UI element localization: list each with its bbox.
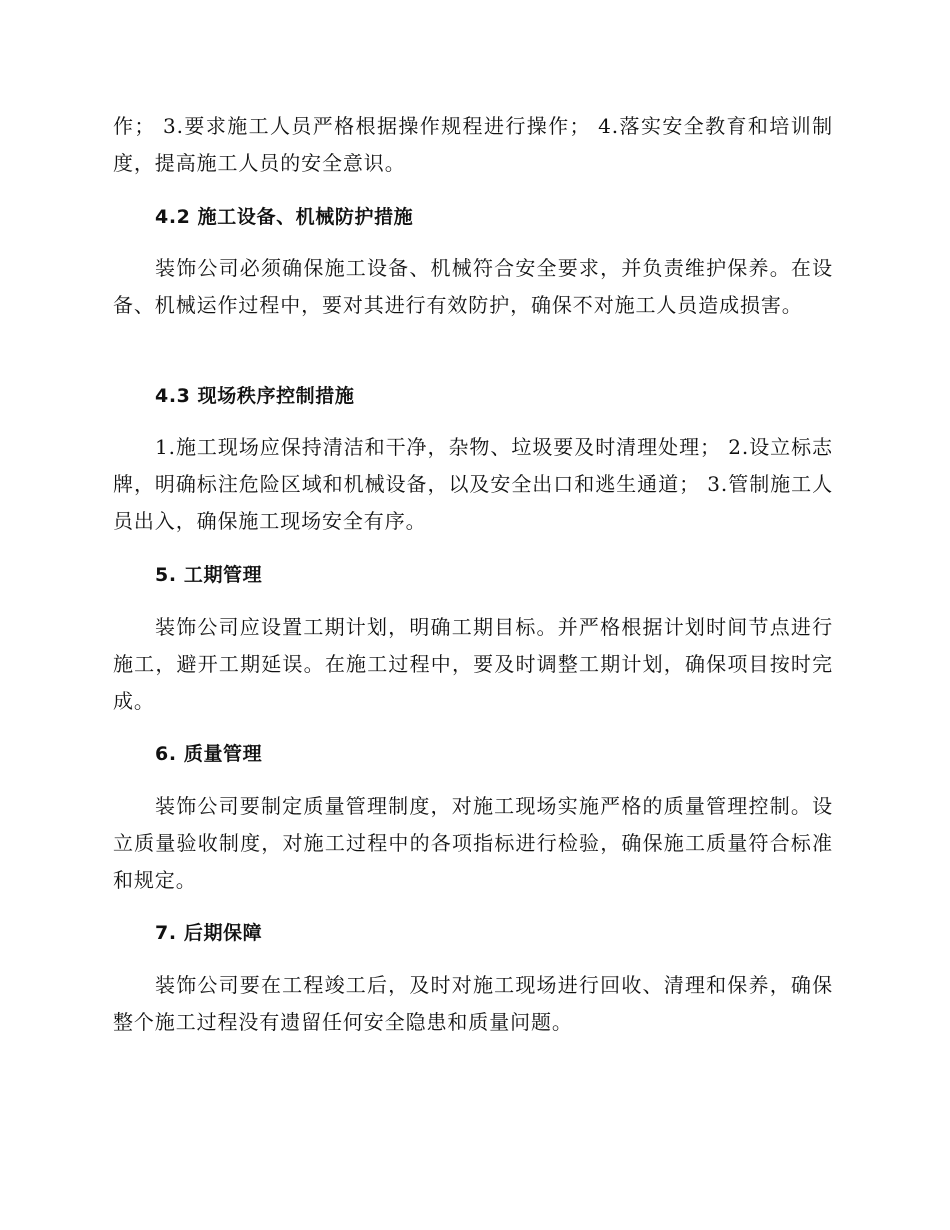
paragraph-4-3: [113, 429, 833, 540]
paragraph-continuation: [113, 108, 833, 182]
paragraph-text: 装饰公司必须确保施工设备、机械符合安全要求，并负责维护保养。在设备、机械运作过程中，要对其进行有效防护，确保不对施工人员造成损害。: [113, 256, 833, 317]
paragraph-text: 装饰公司应设置工期计划，明确工期目标。并严格根据计划时间节点进行施工，避开工期延误。在施工过程中，要及时调整工期计划，确保项目按时完成。: [113, 615, 833, 713]
section-heading-7: 7. 后期保障: [155, 922, 263, 944]
paragraph-7: [113, 967, 833, 1041]
paragraph-text: 作； 3.要求施工人员严格根据操作规程进行操作； 4.落实安全教育和培训制度，提高施工人员的安全意识。: [113, 114, 833, 175]
section-heading-5: 5. 工期管理: [155, 564, 263, 586]
paragraph-text: 1.施工现场应保持清洁和干净，杂物、垃圾要及时清理处理； 2.设立标志牌，明确标注危险区域和机械设备，以及安全出口和逃生通道； 3.管制施工人员出入，确保施工现场安全有序。: [113, 435, 833, 533]
paragraph-text: 装饰公司要制定质量管理制度，对施工现场实施严格的质量管理控制。设立质量验收制度，对施工过程中的各项指标进行检验，确保施工质量符合标准和规定。: [113, 794, 833, 892]
paragraph-text: 装饰公司要在工程竣工后，及时对施工现场进行回收、清理和保养，确保整个施工过程没有遗留任何安全隐患和质量问题。: [113, 973, 833, 1034]
paragraph-6: [113, 788, 833, 899]
section-heading-4-3: 4.3 现场秩序控制措施: [155, 385, 355, 407]
section-heading-4-2: 4.2 施工设备、机械防护措施: [155, 206, 414, 228]
paragraph-5: [113, 609, 833, 720]
section-heading-6: 6. 质量管理: [155, 743, 263, 765]
paragraph-4-2: [113, 250, 833, 324]
